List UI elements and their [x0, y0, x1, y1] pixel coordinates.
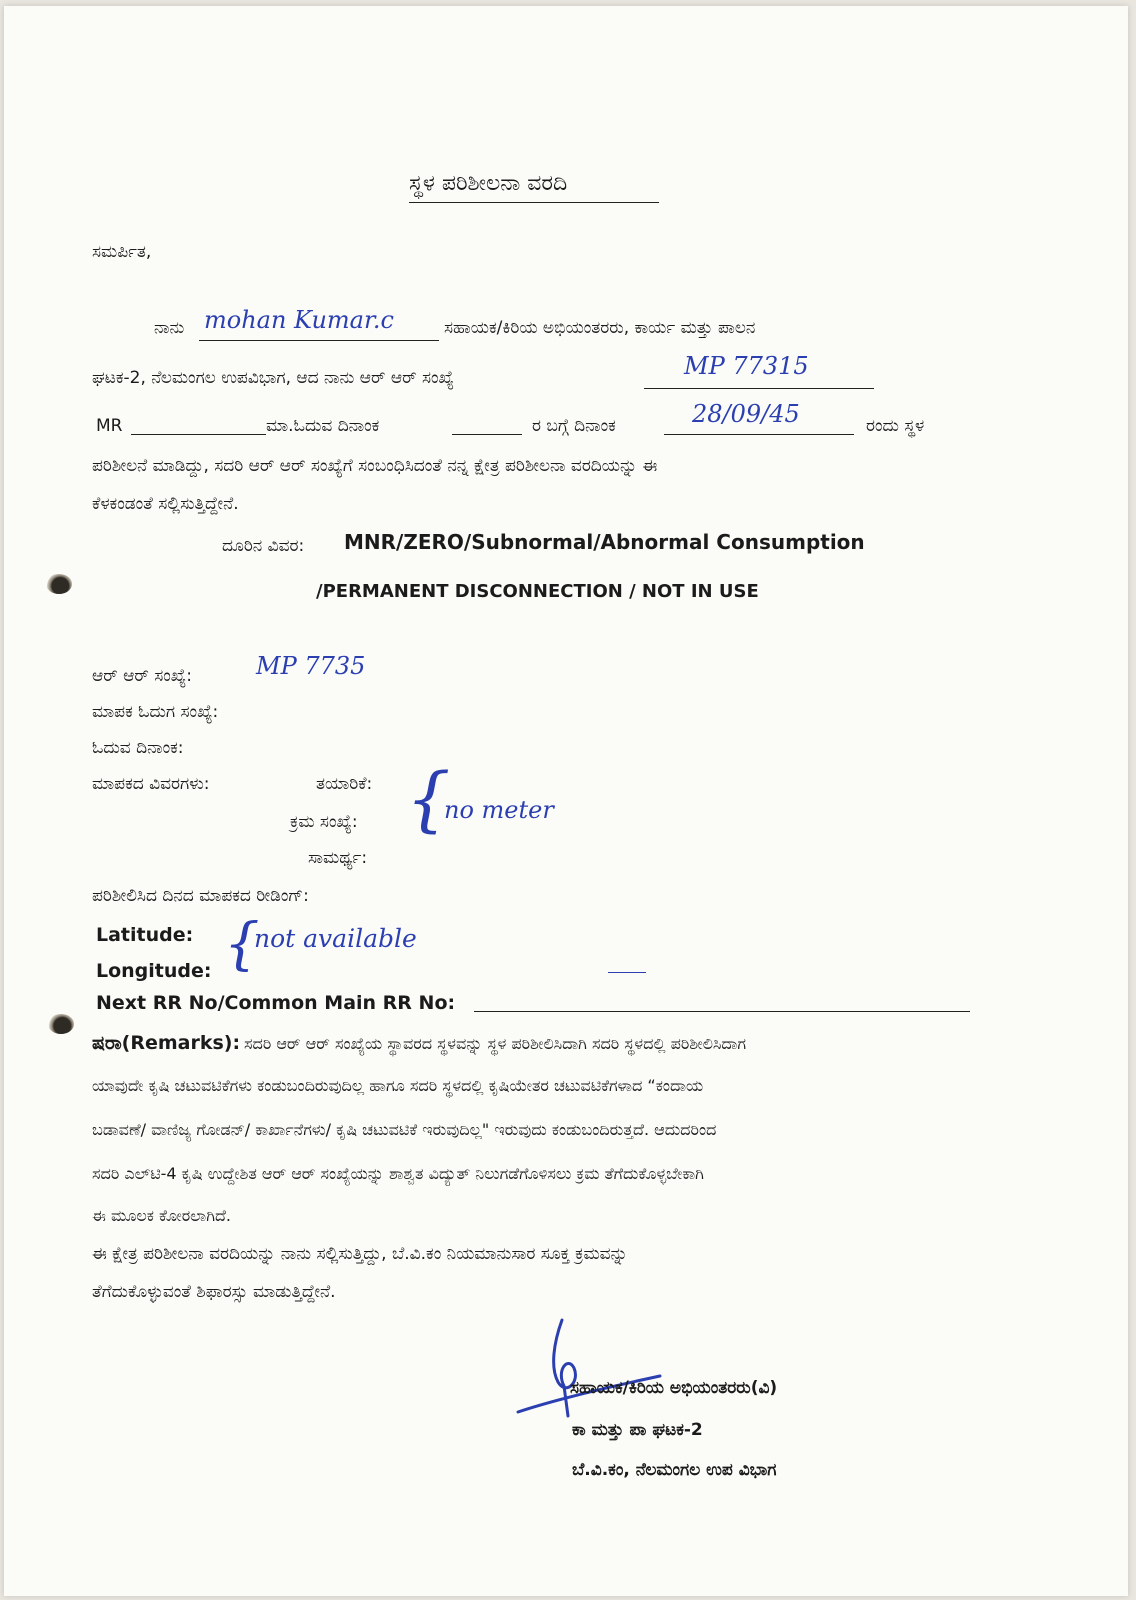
mr-blank-line [131, 434, 266, 435]
handwritten-date: 28/09/45 [692, 400, 800, 428]
remarks-line5: ಈ ಮೂಲಕ ಕೋರಲಾಗಿದೆ. [92, 1206, 232, 1225]
document-page [4, 6, 1128, 1596]
closing-line1: ಈ ಕ್ಷೇತ್ರ ಪರಿಶೀಲನಾ ವರದಿಯನ್ನು ನಾನು ಸಲ್ಲಿಸುತ್ತಿದ್ದು, ಬೆ.ವಿ.ಕಂ ನಿಯಮಾನುಸಾರ ಸೂಕ್ತ ಕ್ರಮವನ್ನು [92, 1244, 628, 1264]
punch-hole-top [46, 574, 72, 594]
handwritten-not-available: not available [254, 924, 417, 953]
handwritten-rr-number: MP 77315 [684, 352, 809, 380]
closing-line2: ತೆಗೆದುಕೊಳ್ಳುವಂತೆ ಶಿಫಾರಸ್ಸು ಮಾಡುತ್ತಿದ್ದೇನೆ. [92, 1282, 336, 1302]
reading-date-label: ಮಾ.ಓದುವ ದಿನಾಂಕ [266, 416, 380, 436]
complaint-label: ದೂರಿನ ವಿವರ: [222, 536, 305, 556]
salutation: ಸಮರ್ಪಿತ, [92, 242, 152, 262]
handwritten-rr-field: MP 7735 [256, 652, 366, 680]
hand-dash [608, 972, 646, 973]
longitude-label: Longitude: [96, 960, 212, 982]
reading-date-field-label: ಓದುವ ದಿನಾಂಕ: [92, 738, 184, 758]
capacity-label: ಸಾಮರ್ಥ್ಯ: [308, 848, 368, 868]
latitude-label: Latitude: [96, 924, 194, 946]
handwritten-name: mohan Kumar.c [204, 306, 394, 334]
inspection-date-label: ರ ಬಗ್ಗೆ ದಿನಾಂಕ [532, 416, 616, 436]
next-rr-label: Next RR No/Common Main RR No: [96, 992, 456, 1014]
reading-date-blank [452, 434, 522, 435]
signatory-unit: ಕಾ ಮತ್ತು ಪಾ ಘಟಕ-2 [572, 1420, 703, 1440]
date-blank-line [664, 434, 854, 435]
complaint-types-line2: /PERMANENT DISCONNECTION / NOT IN USE [316, 581, 759, 602]
hand-bracket-latlong: { [224, 912, 260, 977]
hand-bracket-meter: { [406, 758, 451, 840]
meter-reader-no-label: ಮಾಪಕ ಓದುಗ ಸಂಖ್ಯೆ: [92, 702, 219, 722]
remarks-line4: ಸದರಿ ಎಲ್‌ಟಿ-4 ಕೃಷಿ ಉದ್ದೇಶಿತ ಆರ್ ಆರ್ ಸಂಖ್ಯೆಯನ್ನು ಶಾಶ್ವತ ವಿದ್ಯುತ್ ನಿಲುಗಡೆಗೊಳಿಸಲು ಕ್ರಮ ತೆಗೆದುಕೊಳ್ಳಬೇಕಾಗಿ [92, 1164, 704, 1183]
para-line1-prefix: ನಾನು [154, 318, 185, 338]
inspection-reading-label: ಪರಿಶೀಲಿಸಿದ ದಿನದ ಮಾಪಕದ ರೀಡಿಂಗ್: [92, 886, 309, 906]
remarks-line2: ಯಾವುದೇ ಕೃಷಿ ಚಟುವಟಿಕೆಗಳು ಕಂಡುಬಂದಿರುವುದಿಲ್ಲ ಹಾಗೂ ಸದರಿ ಸ್ಥಳದಲ್ಲಿ ಕೃಷಿಯೇತರ ಚಟುವಟಿಕೆಗಳಾದ “ಕಂದಾಯ [92, 1076, 704, 1095]
para-line4: ಪರಿಶೀಲನೆ ಮಾಡಿದ್ದು, ಸದರಿ ಆರ್ ಆರ್ ಸಂಖ್ಯೆಗೆ ಸಂಬಂಧಿಸಿದಂತೆ ನನ್ನ ಕ್ಷೇತ್ರ ಪರಿಶೀಲನಾ ವರದಿಯನ್ನು ಈ [92, 456, 658, 476]
rr-blank-line [644, 388, 874, 389]
punch-hole-bottom [48, 1014, 74, 1034]
document-title: ಸ್ಥಳ ಪರಿಶೀಲನಾ ವರದಿ [409, 171, 568, 196]
serial-label: ಕ್ರಮ ಸಂಖ್ಯೆ: [290, 812, 358, 832]
signatory-office: ಬೆ.ವಿ.ಕಂ, ನೆಲಮಂಗಲ ಉಪ ವಿಭಾಗ [572, 1460, 777, 1480]
next-rr-blank-line [474, 1011, 970, 1012]
handwritten-signature [514, 1312, 664, 1422]
para-line3-suffix: ರಂದು ಸ್ಥಳ [866, 416, 925, 436]
remarks-line3: ಬಡಾವಣೆ/ ವಾಣಿಜ್ಯ ಗೋಡನ್/ ಕಾರ್ಖಾನೆಗಳು/ ಕೃಷಿ ಚಟುವಟಿಕೆ ಇರುವುದಿಲ್ಲ" ಇರುವುದು ಕಂಡುಬಂದಿರುತ್ತದೆ. ಆದುದರಿಂದ [92, 1120, 717, 1139]
remarks-line1: ಸದರಿ ಆರ್ ಆರ್ ಸಂಖ್ಯೆಯ ಸ್ಥಾವರದ ಸ್ಥಳವನ್ನು ಸ್ಥಳ ಪರಿಶೀಲಿಸಿದಾಗಿ ಸದರಿ ಸ್ಥಳದಲ್ಲಿ ಪರಿಶೀಲಿಸಿದಾಗ [244, 1034, 747, 1053]
signatory-designation: ಸಹಾಯಕ/ಕಿರಿಯ ಅಭಿಯಂತರರು(ವಿ) [570, 1378, 778, 1398]
handwritten-no-meter: no meter [444, 796, 554, 824]
make-label: ತಯಾರಿಕೆ: [316, 774, 373, 794]
mr-label: MR [96, 416, 123, 436]
complaint-types: MNR/ZERO/Subnormal/Abnormal Consumption [344, 530, 865, 554]
para-line2-prefix: ಘಟಕ-2, ನೆಲಮಂಗಲ ಉಪವಿಭಾಗ, ಆದ ನಾನು ಆರ್ ಆರ್ ಸಂಖ್ಯೆ [92, 368, 454, 388]
para-line1-suffix: ಸಹಾಯಕ/ಕಿರಿಯ ಅಭಿಯಂತರರು, ಕಾರ್ಯ ಮತ್ತು ಪಾಲನ [444, 318, 756, 338]
remarks-label: ಷರಾ(Remarks): [92, 1032, 241, 1054]
meter-details-label: ಮಾಪಕದ ವಿವರಗಳು: [92, 774, 210, 794]
para-line5: ಕೆಳಕಂಡಂತೆ ಸಲ್ಲಿಸುತ್ತಿದ್ದೇನೆ. [92, 494, 239, 514]
title-underline [409, 202, 659, 203]
rr-field-label: ಆರ್ ಆರ್ ಸಂಖ್ಯೆ: [92, 666, 192, 686]
name-blank-line [199, 340, 439, 341]
